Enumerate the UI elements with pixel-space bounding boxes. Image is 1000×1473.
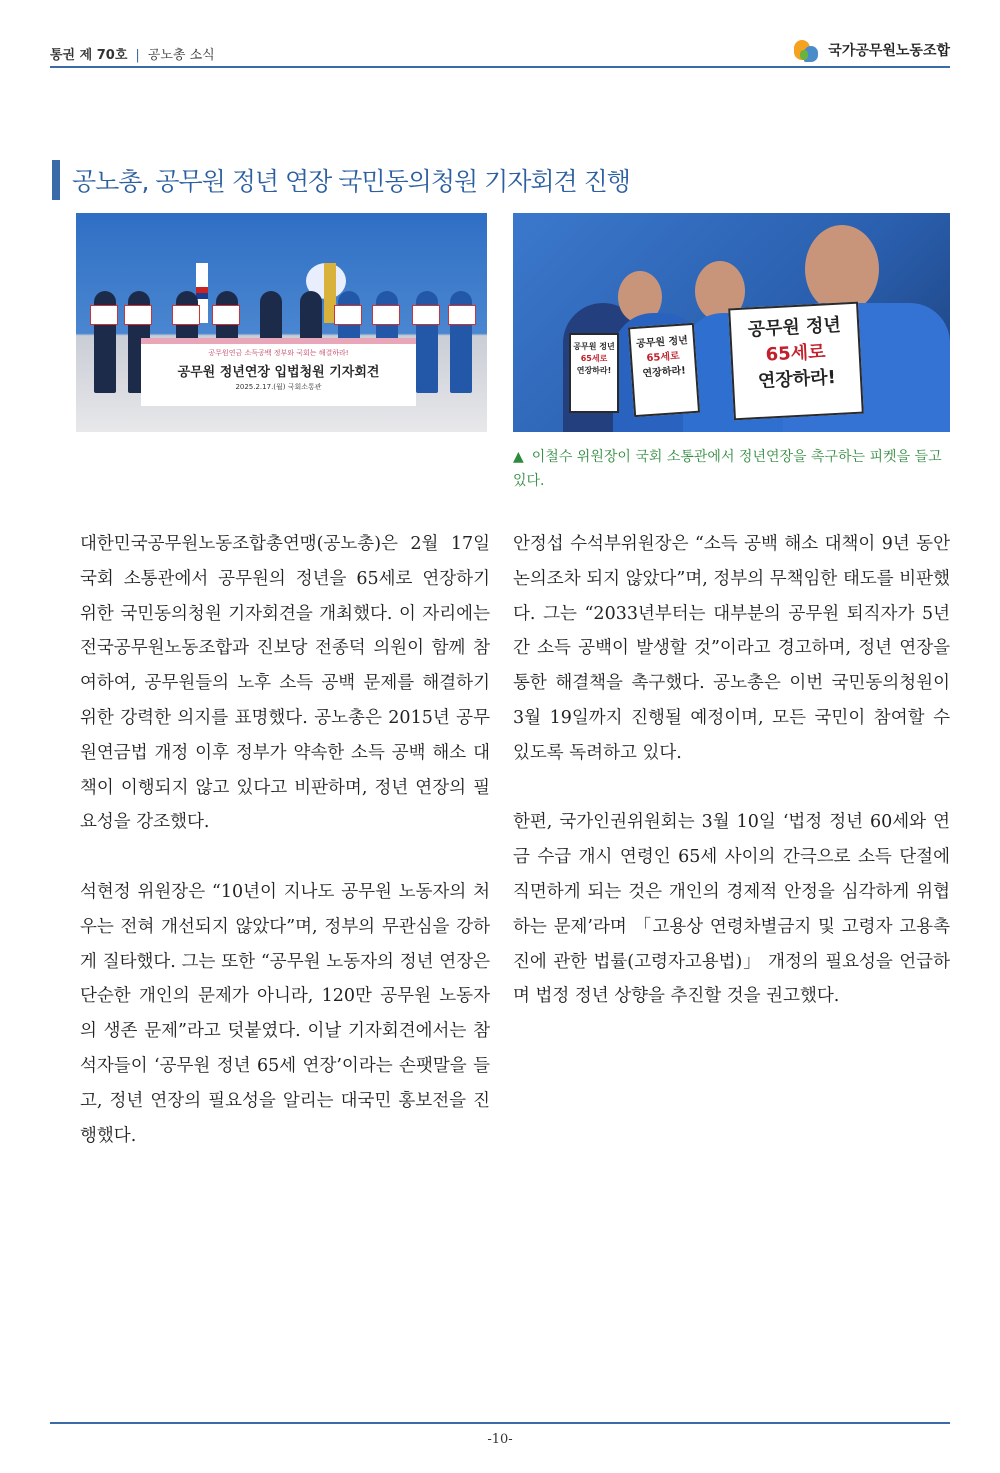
picket-sign-medium <box>628 323 700 417</box>
picket-sign <box>90 305 118 325</box>
sign-line: 연장하라! <box>642 365 687 380</box>
org-name: 국가공무원노동조합 <box>828 43 950 59</box>
press-banner <box>141 338 416 406</box>
footer-divider <box>50 1422 950 1424</box>
body-column-right <box>513 527 950 1014</box>
picket-sign <box>334 305 362 325</box>
title-accent-bar <box>52 160 60 200</box>
body-paragraph: 석현정 위원장은 “10년이 지나도 공무원 노동자의 처우는 전혀 개선되지 않았다”며, 정부의 무관심을 강하게 질타했다. 그는 또한 “공무원 노동자의 정년 연장은 단순한 개인의 문제가 아니라, 120만 공무원 노동자의 생존 문제”라고 덧붙였다. 이날 기자회견에서는 참석자들이 ‘공무원 정년 65세 연장’이라는 손팻말을 들고, 정년 연장의 필요성을 알리는 대국민 홍보전을 진행했다. <box>80 881 490 1146</box>
participant-face <box>805 225 879 313</box>
body-paragraph: 한편, 국가인권위원회는 3월 10일 ‘법정 정년 60세와 연금 수급 개시 연령인 65세 사이의 간극으로 소득 단절에 직면하게 되는 것은 개인의 경제적 안정을 심각하게 위협하는 문제’라며 「고용상 연령차별금지 및 고령자 고용촉진에 관한 법률(고령자고용법)」 개정의 필요성을 언급하며 법정 정년 상향을 추진할 것을 권고했다. <box>513 812 950 1007</box>
sign-line: 연장하라! <box>757 366 837 392</box>
picket-sign <box>212 305 240 325</box>
caption-text: 이철수 위원장이 국회 소통관에서 정년연장을 촉구하는 피켓을 들고 있다. <box>513 449 942 489</box>
picket-sign <box>172 305 200 325</box>
sign-line: 연장하라! <box>576 366 612 375</box>
banner-title: 공무원 정년연장 입법청원 기자회견 <box>177 365 380 380</box>
header-left <box>50 44 215 63</box>
header-separator: | <box>135 48 140 63</box>
sign-line: 공무원 정년 <box>635 335 689 350</box>
sign-line: 65세로 <box>580 354 608 363</box>
picket-sign <box>372 305 400 325</box>
picket-sign <box>448 305 476 325</box>
org-logo <box>792 36 950 64</box>
picket-photo <box>513 213 950 432</box>
volume-number: 통권 제 70호 <box>50 48 128 63</box>
banner-subtitle: 공무원연금 소득공백 정부와 국회는 해결하라! <box>208 349 349 357</box>
picket-sign-large <box>728 302 864 421</box>
sign-line: 공무원 정년 <box>747 314 842 341</box>
article-title: 공노총, 공무원 정년 연장 국민동의청원 기자회견 진행 <box>72 167 630 196</box>
body-paragraph: 안정섭 수석부위원장은 “소득 공백 해소 대책이 9년 동안 논의조차 되지 않았다”며, 정부의 무책임한 태도를 비판했다. 그는 “2033년부터는 대부분의 공무원 퇴직자가 5년간 소득 공백이 발생할 것”이라고 경고하며, 정년 연장을 통한 해결책을 촉구했다. 공노총은 이번 국민동의청원이 3월 19일까지 진행될 예정이며, 모든 국민이 참여할 수 있도록 독려하고 있다. <box>513 534 950 763</box>
page-header <box>50 40 950 68</box>
section-name: 공노총 소식 <box>147 48 215 63</box>
sign-line: 65세로 <box>765 341 827 366</box>
union-logo-icon <box>792 36 822 64</box>
sign-line: 65세로 <box>646 350 681 365</box>
body-paragraph: 대한민국공무원노동조합총연맹(공노총)은 2월 17일 국회 소통관에서 공무원의 정년을 65세로 연장하기 위한 국민동의청원 기자회견을 개최했다. 이 자리에는 전국공무원노동조합과 진보당 전종덕 의원이 함께 참여하여, 공무원들의 노후 소득 공백 문제를 해결하기 위한 강력한 의지를 표명했다. 공노총은 2015년 공무원연금법 개정 이후 정부가 약속한 소득 공백 해소 대책이 이행되지 않고 있다고 비판하며, 정년 연장의 필요성을 강조했다. <box>80 534 490 833</box>
picket-sign <box>124 305 152 325</box>
picket-sign <box>412 305 440 325</box>
press-conference-photo <box>76 213 487 432</box>
page-number: -10- <box>487 1432 513 1447</box>
triangle-marker-icon: ▲ <box>513 449 524 465</box>
photo-caption <box>513 445 953 493</box>
body-column-left <box>80 527 490 1153</box>
banner-date: 2025.2.17.(월) 국회소통관 <box>235 383 322 391</box>
picket-sign-small <box>569 333 619 413</box>
sign-line: 공무원 정년 <box>573 342 615 351</box>
